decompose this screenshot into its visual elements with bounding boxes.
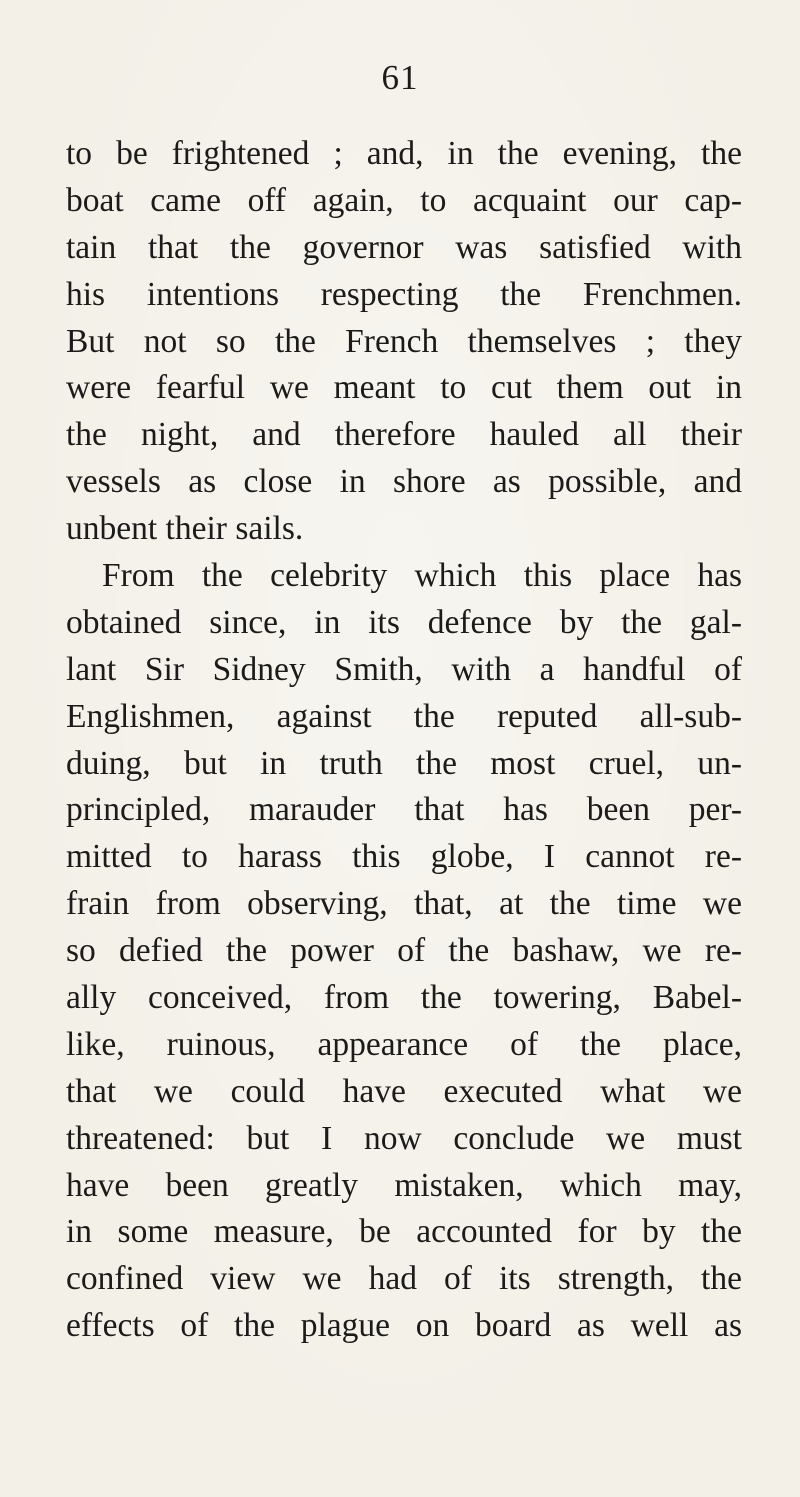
text-line-7: the night, and therefore hauled all their xyxy=(66,416,742,454)
text-line-4: his intentions respecting the Frenchmen. xyxy=(66,275,742,313)
text-line-1: to be frightened ; and, in the evening, the xyxy=(66,135,742,172)
text-line-24: in some measure, be accounted for by the xyxy=(66,1213,742,1251)
text-line-11: obtained since, in its defence by the gal- xyxy=(66,603,742,641)
text-line-18: so defied the power of the bashaw, we re- xyxy=(66,932,742,970)
text-line-5: But not so the French themselves ; they xyxy=(66,322,742,360)
text-line-9: unbent their sails. xyxy=(66,510,304,548)
page-number: 61 xyxy=(381,58,419,97)
text-line-10: From the celebrity which this place has xyxy=(102,557,742,595)
text-line-15: principled, marauder that has been per- xyxy=(66,791,742,829)
text-line-22: threatened: but I now conclude we must xyxy=(66,1119,742,1157)
text-line-26: effects of the plague on board as well as xyxy=(66,1307,742,1345)
text-line-12: lant Sir Sidney Smith, with a handful of xyxy=(66,650,742,688)
text-line-14: duing, but in truth the most cruel, un- xyxy=(66,744,742,782)
text-line-3: tain that the governor was satisfied with xyxy=(66,228,742,266)
text-line-20: like, ruinous, appearance of the place, xyxy=(66,1025,742,1063)
text-line-23: have been greatly mistaken, which may, xyxy=(66,1166,742,1204)
body-text xyxy=(66,131,742,1350)
text-line-21: that we could have executed what we xyxy=(66,1072,742,1110)
text-line-16: mitted to harass this globe, I cannot re- xyxy=(66,838,742,876)
text-line-2: boat came off again, to acquaint our cap- xyxy=(66,181,742,219)
text-line-8: vessels as close in shore as possible, and xyxy=(66,463,742,501)
text-line-6: were fearful we meant to cut them out in xyxy=(66,369,742,407)
text-line-25: confined view we had of its strength, the xyxy=(66,1260,742,1298)
text-line-13: Englishmen, against the reputed all-sub- xyxy=(66,697,742,735)
text-line-17: frain from observing, that, at the time we xyxy=(66,885,742,923)
text-line-19: ally conceived, from the towering, Babel- xyxy=(66,979,742,1017)
